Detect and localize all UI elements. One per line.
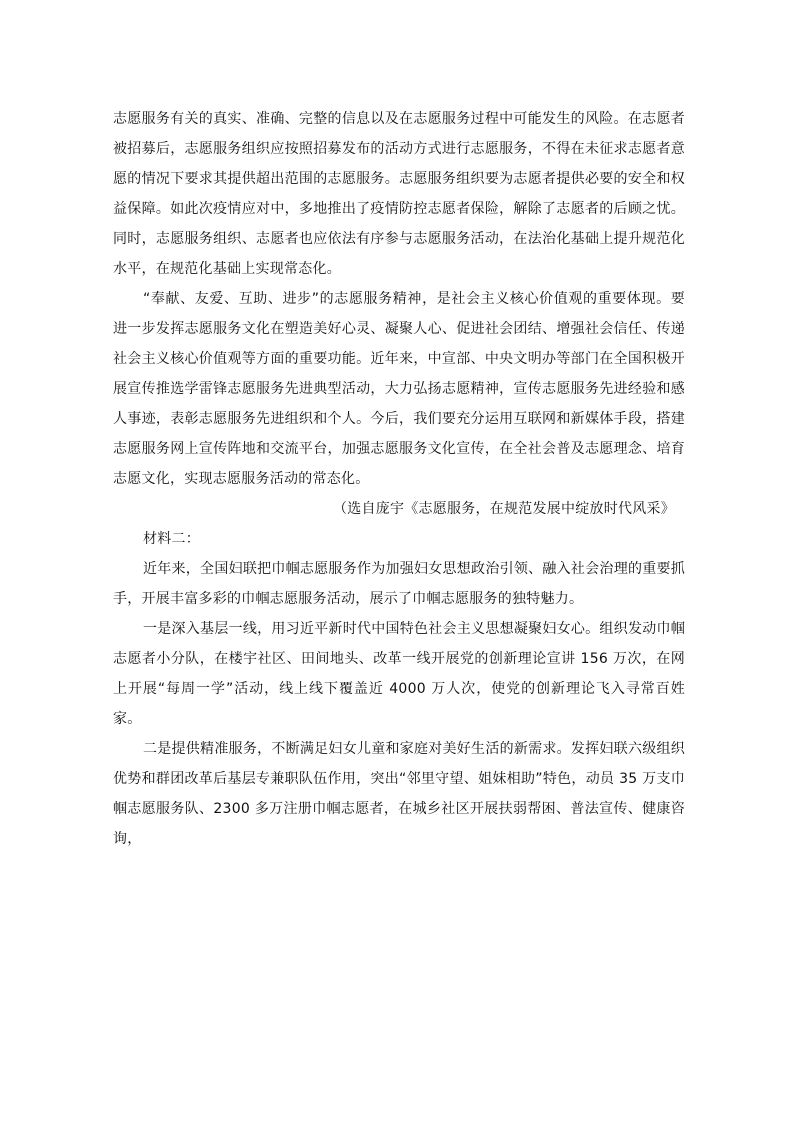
text-column [113, 104, 685, 854]
paragraph-continued: 志愿服务有关的真实、准确、完整的信息以及在志愿服务过程中可能发生的风险。在志愿者被招募后，志愿服务组织应按照招募发布的活动方式进行志愿服务，不得在未征求志愿者意愿的情况下要求其提供超出范围的志愿服务。志愿服务组织要为志愿者提供必要的安全和权益保障。如此次疫情应对中，多地推出了疫情防控志愿者保险，解除了志愿者的后顾之忧。同时，志愿服务组织、志愿者也应依法有序参与志愿服务活动，在法治化基础上提升规范化水平，在规范化基础上实现常态化。 [113, 111, 685, 277]
paragraph-volunteer-spirit: “奉献、友爱、互助、进步”的志愿服务精神，是社会主义核心价值观的重要体现。要进一步发挥志愿服务文化在塑造美好心灵、凝聚人心、促进社会团结、增强社会信任、传递社会主义核心价值观等方面的重要功能。近年来，中宣部、中央文明办等部门在全国积极开展宣传推选学雷锋志愿服务先进典型活动，大力弘扬志愿精神，宣传志愿服务先进经验和感人事迹，表彰志愿服务先进组织和个人。今后，我们要充分运用互联网和新媒体手段，搭建志愿服务网上宣传阵地和交流平台，加强志愿服务文化宣传，在全社会普及志愿理念、培育志愿文化，实现志愿服务活动的常态化。 [113, 291, 685, 487]
paragraph-intro: 近年来，全国妇联把巾帼志愿服务作为加强妇女思想政治引领、融入社会治理的重要抓手，开展丰富多彩的巾帼志愿服务活动，展示了巾帼志愿服务的独特魅力。 [113, 561, 685, 607]
material-two-label: 材料二： [143, 531, 200, 547]
source-citation: （选自庞宇《志愿服务，在规范发展中绽放时代风采》 [333, 501, 675, 517]
paragraph-point-one: 一是深入基层一线，用习近平新时代中国特色社会主义思想凝聚妇女心。组织发动巾帼志愿者小分队，在楼宇社区、田间地头、改革一线开展党的创新理论宣讲 156 万次，在网上开展“每周一学”活动，线上线下覆盖近 4000 万人次，使党的创新理论飞入寻常百姓家。 [113, 621, 685, 727]
paragraph-point-two: 二是提供精准服务，不断满足妇女儿童和家庭对美好生活的新需求。发挥妇联六级组织优势和群团改革后基层专兼职队伍作用，突出“邻里守望、姐妹相助”特色，动员 35 万支巾帼志愿服务队、2300 多万注册巾帼志愿者，在城乡社区开展扶弱帮困、普法宣传、健康咨询， [113, 741, 685, 847]
